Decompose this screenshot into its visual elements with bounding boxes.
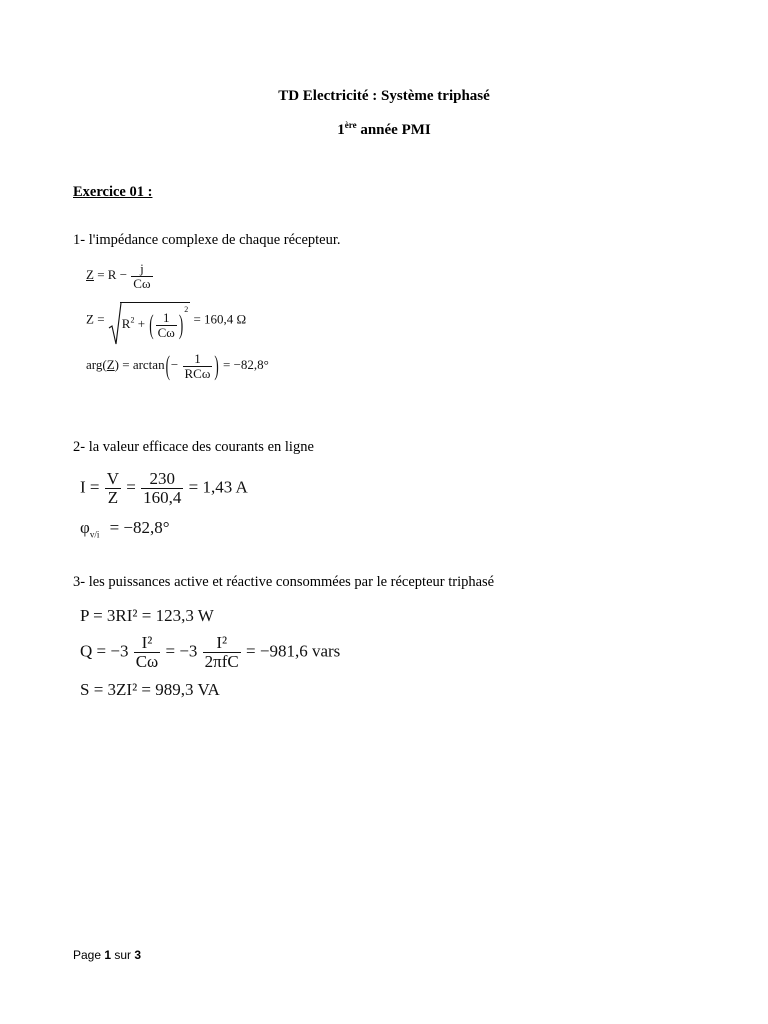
minus-sign: − — [170, 357, 179, 373]
equation-result: = −82,8° — [109, 518, 170, 537]
fraction-denominator: Z — [107, 487, 119, 507]
subtitle-superscript: ère — [344, 120, 357, 130]
equation-impedance-modulus — [86, 302, 246, 339]
phi-subscript: v/i — [89, 529, 100, 540]
equation-lhs: Z = — [86, 311, 108, 327]
fraction-numerator: I² — [203, 634, 241, 653]
footer-page-number: 1 — [104, 948, 112, 962]
fraction-numerator: I² — [134, 634, 161, 653]
equation-line-current — [80, 470, 248, 507]
document-title: TD Electricité : Système triphasé — [278, 88, 490, 104]
resistance-symbol: R — [121, 316, 131, 331]
equation-impedance-argument: arg(Z) = arctan(− $\frac{1}{\text{RCω}}$ ) = −82,8° — [86, 349, 269, 381]
equation-result: = 160,4 Ω — [193, 311, 247, 327]
question-2: 2- la valeur efficace des courants en ligne — [73, 439, 314, 455]
equals-sign: = — [126, 477, 136, 497]
equation-lhs: I = — [80, 477, 104, 497]
subtitle-number: 1 — [337, 122, 345, 138]
equation-middle: = −3 — [165, 641, 198, 661]
footer-page-label: Page — [73, 948, 105, 962]
fraction-denominator: Cω — [135, 651, 159, 671]
fraction-numerator: 1 — [156, 311, 177, 326]
equation-result: = −981,6 vars — [246, 641, 341, 661]
fraction-denominator: Cω — [157, 324, 175, 340]
fraction-denominator: 2πfC — [204, 651, 239, 671]
equation-result: = 1,43 A — [188, 477, 248, 497]
equation-phase-angle — [80, 518, 170, 539]
footer-page-total: 3 — [134, 948, 142, 962]
fraction-denominator: 160,4 — [143, 487, 182, 507]
page-footer — [73, 948, 141, 962]
fraction-numerator: 230 — [141, 470, 183, 489]
equation-active-power: P = 3RI² = 123,3 W — [80, 606, 214, 625]
fraction-numerator: V — [106, 469, 120, 488]
question-1: 1- l'impédance complexe de chaque récepteur. — [73, 232, 341, 248]
question-3: 3- les puissances active et réactive consommées par le récepteur triphasé — [73, 574, 495, 590]
fraction-numerator: 1 — [183, 352, 213, 367]
equation-result: = −82,8° — [223, 357, 269, 373]
equation-lhs: Q = −3 — [80, 641, 129, 661]
fraction-numerator: j — [131, 262, 152, 277]
equation-reactive-power — [80, 634, 340, 671]
document-subtitle — [0, 120, 768, 139]
footer-of-label: sur — [111, 948, 135, 962]
phi-symbol: φ — [80, 518, 90, 537]
equation-apparent-power: S = 3ZI² = 989,3 VA — [80, 680, 220, 699]
square-root: $R^2$ + ( $\frac{1}{C\omega}$ )$^2$ — [108, 302, 190, 339]
fraction-denominator: Cω — [133, 275, 151, 291]
exercise-heading: Exercice 01 : — [73, 184, 153, 200]
subtitle-text: année PMI — [356, 122, 431, 138]
equation-impedance-complex: Z = R − $\frac{j}{C\omega}$ — [86, 261, 151, 291]
fraction-denominator: RCω — [184, 365, 211, 381]
